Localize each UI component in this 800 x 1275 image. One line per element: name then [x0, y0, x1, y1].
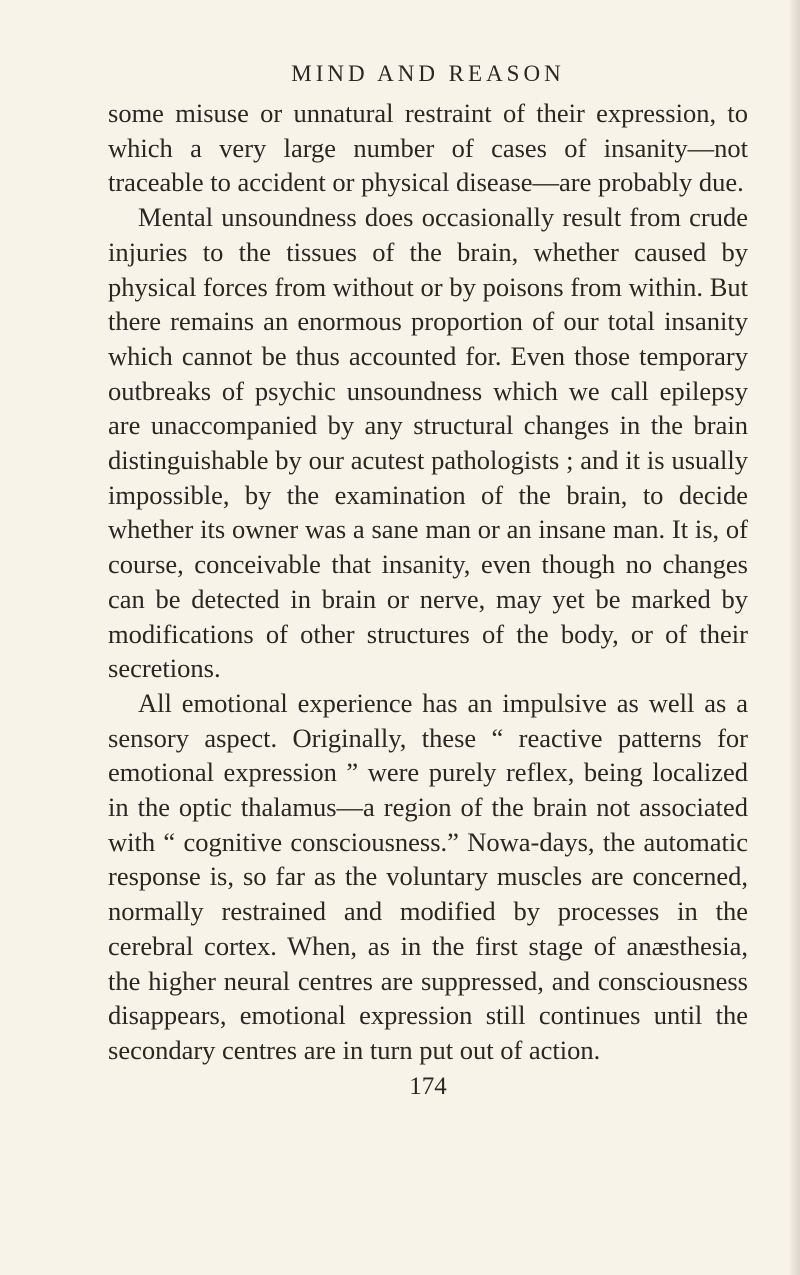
body-text [108, 96, 748, 1068]
paragraph-continued: some misuse or unnatural restraint of their expression, to which a very large number of cases of insanity—not traceable to accident or physical disease—are probably due. [108, 98, 748, 198]
page-edge-shadow [790, 0, 800, 1275]
paragraph: All emotional experience has an impulsive as well as a sensory aspect. Originally, these “ reactive patterns for emotional expression ” were purely reflex, being localized in the optic thalamus—a region of the brain not associated with “ cognitive consciousness.” Nowa-days, the automatic response is, so far as the voluntary muscles are concerned, normally restrained and modified by processes in the cerebral cortex. When, as in the first stage of anæsthesia, the higher neural centres are suppressed, and consciousness disappears, emotional expression still continues until the secondary centres are in turn put out of action. [108, 687, 748, 1065]
page-number: 174 [409, 1072, 447, 1100]
paragraph: Mental unsoundness does occasionally result from crude injuries to the tissues of the brain, whether caused by physical forces from without or by poisons from within. But there remains an enormous proportion of our total insanity which cannot be thus accounted for. Even those temporary outbreaks of psychic unsoundness which we call epilepsy are unaccompanied by any structural changes in the brain distinguishable by our acutest pathologists ; and it is usually impossible, by the examination of the brain, to decide whether its owner was a sane man or an insane man. It is, of course, conceivable that insanity, even though no changes can be detected in brain or nerve, may yet be marked by modifications of other structures of the body, or of their secretions. [108, 202, 748, 684]
book-page [108, 58, 748, 1104]
running-head: MIND AND REASON [291, 61, 565, 86]
